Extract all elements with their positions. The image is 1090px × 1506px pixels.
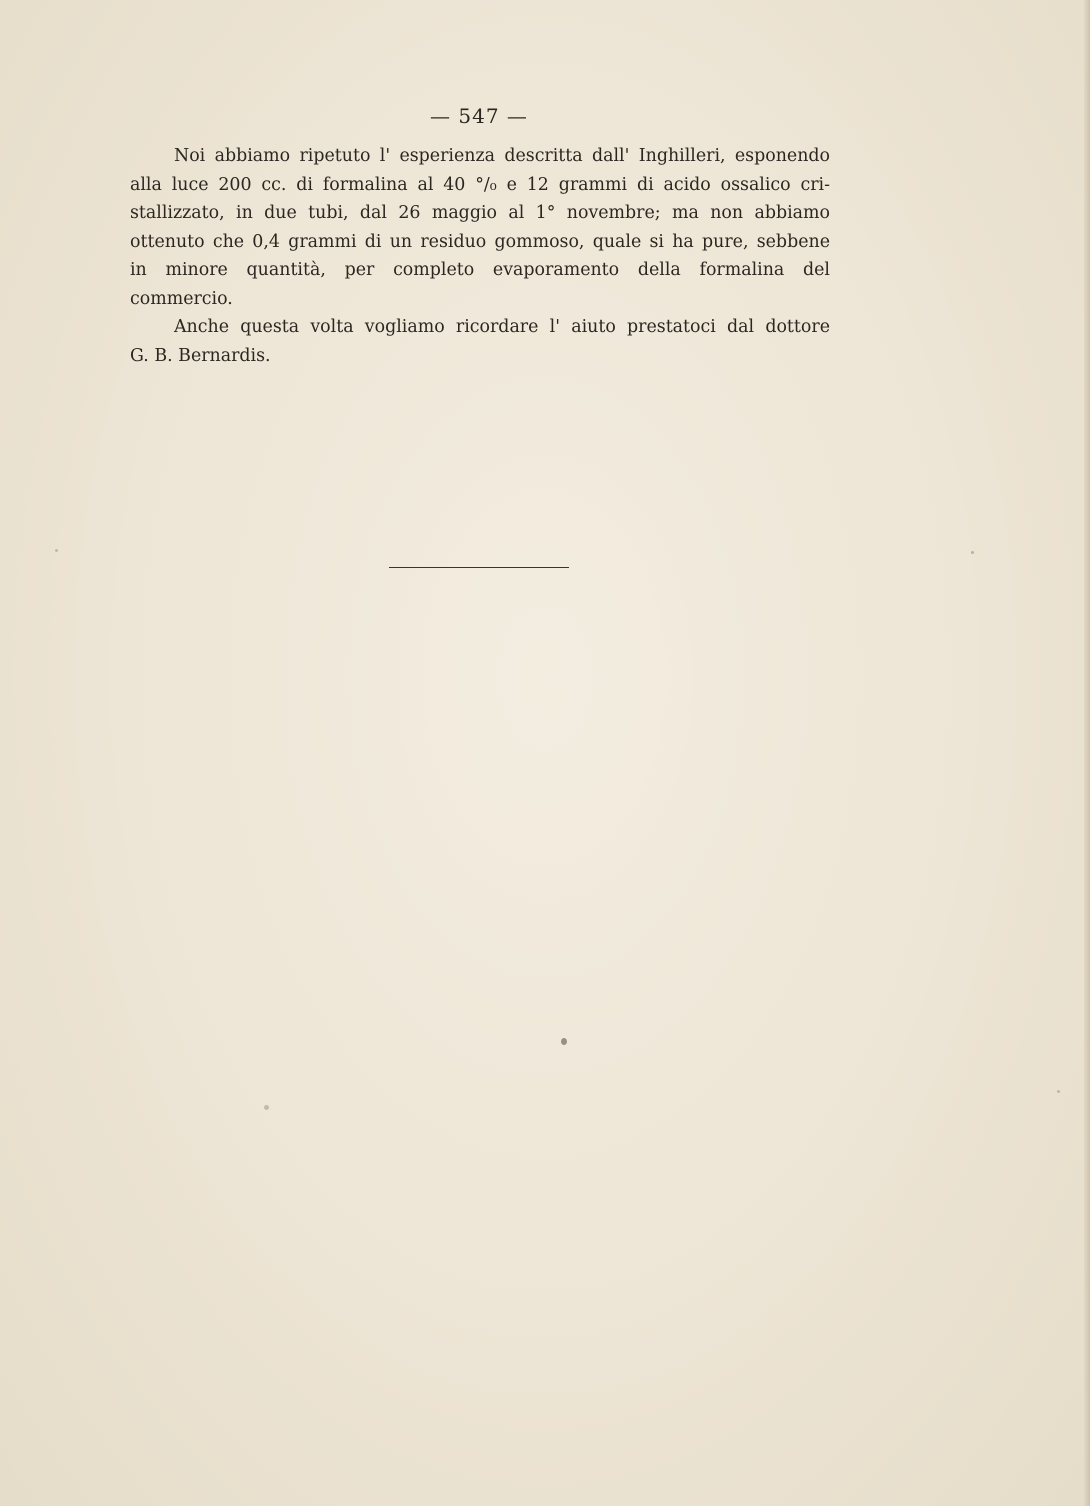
paper-speck — [55, 549, 58, 552]
body-text — [130, 142, 830, 370]
section-divider-rule — [389, 567, 569, 568]
text-line: Anche questa volta vogliamo ricordare l' aiuto prestatoci dal dottore — [174, 317, 830, 337]
paper-speck — [264, 1105, 269, 1110]
page-edge-shadow — [1084, 0, 1090, 1506]
text-line: G. B. Bernardis. — [130, 345, 271, 366]
page-number: — 547 — — [430, 104, 528, 128]
text-line: stallizzato, in due tubi, dal 26 maggio al 1° novembre; ma non abbiamo — [130, 203, 830, 223]
text-line: Noi abbiamo ripetuto l' esperienza descritta dall' Inghilleri, esponendo — [174, 146, 830, 166]
text-line: ottenuto che 0,4 grammi di un residuo gommoso, quale si ha pure, sebbene — [130, 231, 830, 252]
text-line: in minore quantità, per completo evaporamento della formalina del commercio. — [130, 260, 830, 309]
paper-speck — [971, 551, 974, 554]
text-line: alla luce 200 cc. di formalina al 40 °/₀ e 12 grammi di acido ossalico cri- — [130, 174, 830, 195]
paper-speck — [561, 1038, 567, 1045]
paper-speck — [1057, 1090, 1060, 1093]
paragraph-1 — [130, 142, 830, 313]
paragraph-2 — [130, 313, 830, 370]
